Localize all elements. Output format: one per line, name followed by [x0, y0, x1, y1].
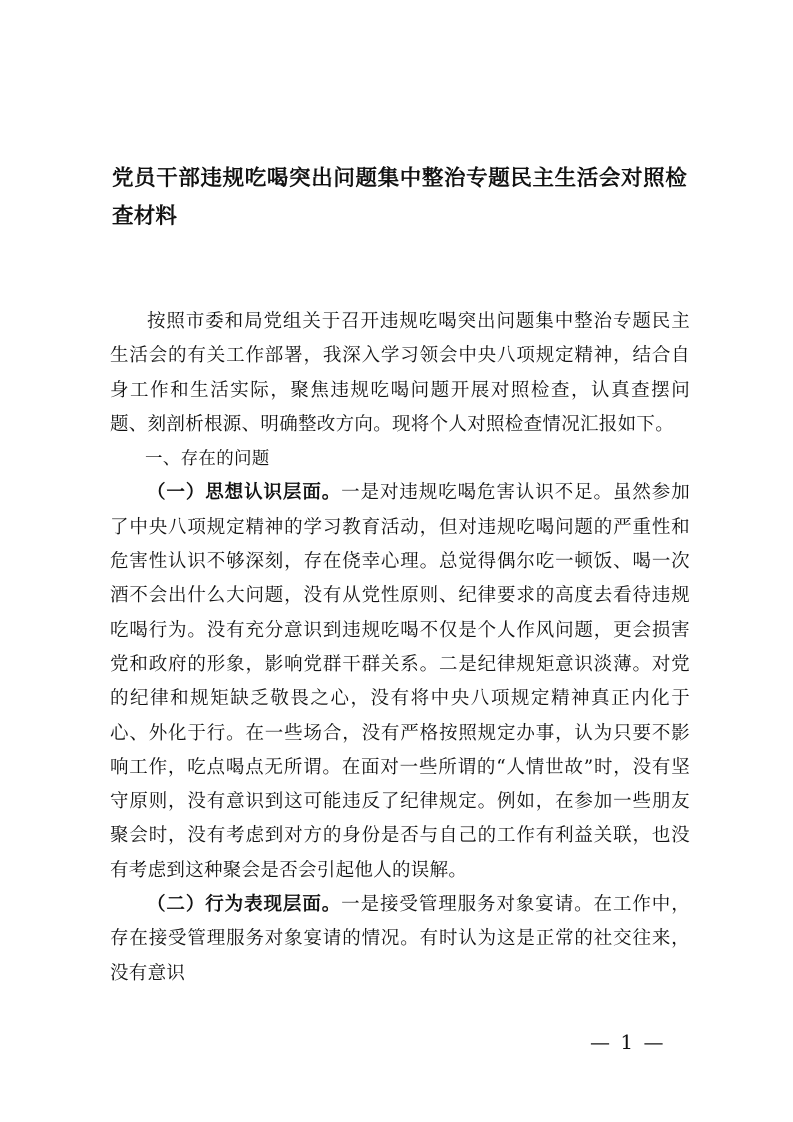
paragraph-ideological: [110, 476, 690, 888]
intro-paragraph: 按照市委和局党组关于召开违规吃喝突出问题集中整治专题民主生活会的有关工作部署，我深入学习领会中央八项规定精神，结合自身工作和生活实际，聚焦违规吃喝问题开展对照检查，认真查摆问题、刻剖析根源、明确整改方向。现将个人对照检查情况汇报如下。: [110, 311, 690, 435]
paragraph-text: 一是接受管理服务对象宴请。在工作中，存在接受管理服务对象宴请的情况。有时认为这是正常的社交往来，没有意识: [110, 894, 690, 984]
paragraph-text: 一是对违规吃喝危害认识不足。虽然参加了中央八项规定精神的学习教育活动，但对违规吃喝问题的严重性和危害性认识不够深刻，存在侥幸心理。总觉得偶尔吃一顿饭、喝一次酒不会出什么大问题，没有从党性原则、纪律要求的高度去看待违规吃喝行为。没有充分意识到违规吃喝不仅是个人作风问题，更会损害党和政府的形象，影响党群干群关系。二是纪律规矩意识淡薄。对党的纪律和规矩缺乏敬畏之心，没有将中央八项规定精神真正内化于心、外化于行。在一些场合，没有严格按照规定办事，认为只要不影响工作，吃点喝点无所谓。在面对一些所谓的“人情世故”时，没有坚守原则，没有意识到这可能违反了纪律规定。例如，在参加一些朋友聚会时，没有考虑到对方的身份是否与自己的工作有利益关联，也没有考虑到这种聚会是否会引起他人的误解。: [110, 482, 690, 881]
document-body: [110, 305, 690, 991]
subsection-label: （一）思想认识层面。: [147, 482, 342, 504]
document-title: 党员干部违规吃喝突出问题集中整治专题民主生活会对照检查材料: [112, 166, 687, 229]
page-number: — 1 —: [590, 1030, 666, 1054]
subsection-label: （二）行为表现层面。: [147, 894, 342, 916]
paragraph-behavior: [110, 888, 690, 991]
section-heading: 一、存在的问题: [145, 449, 270, 470]
